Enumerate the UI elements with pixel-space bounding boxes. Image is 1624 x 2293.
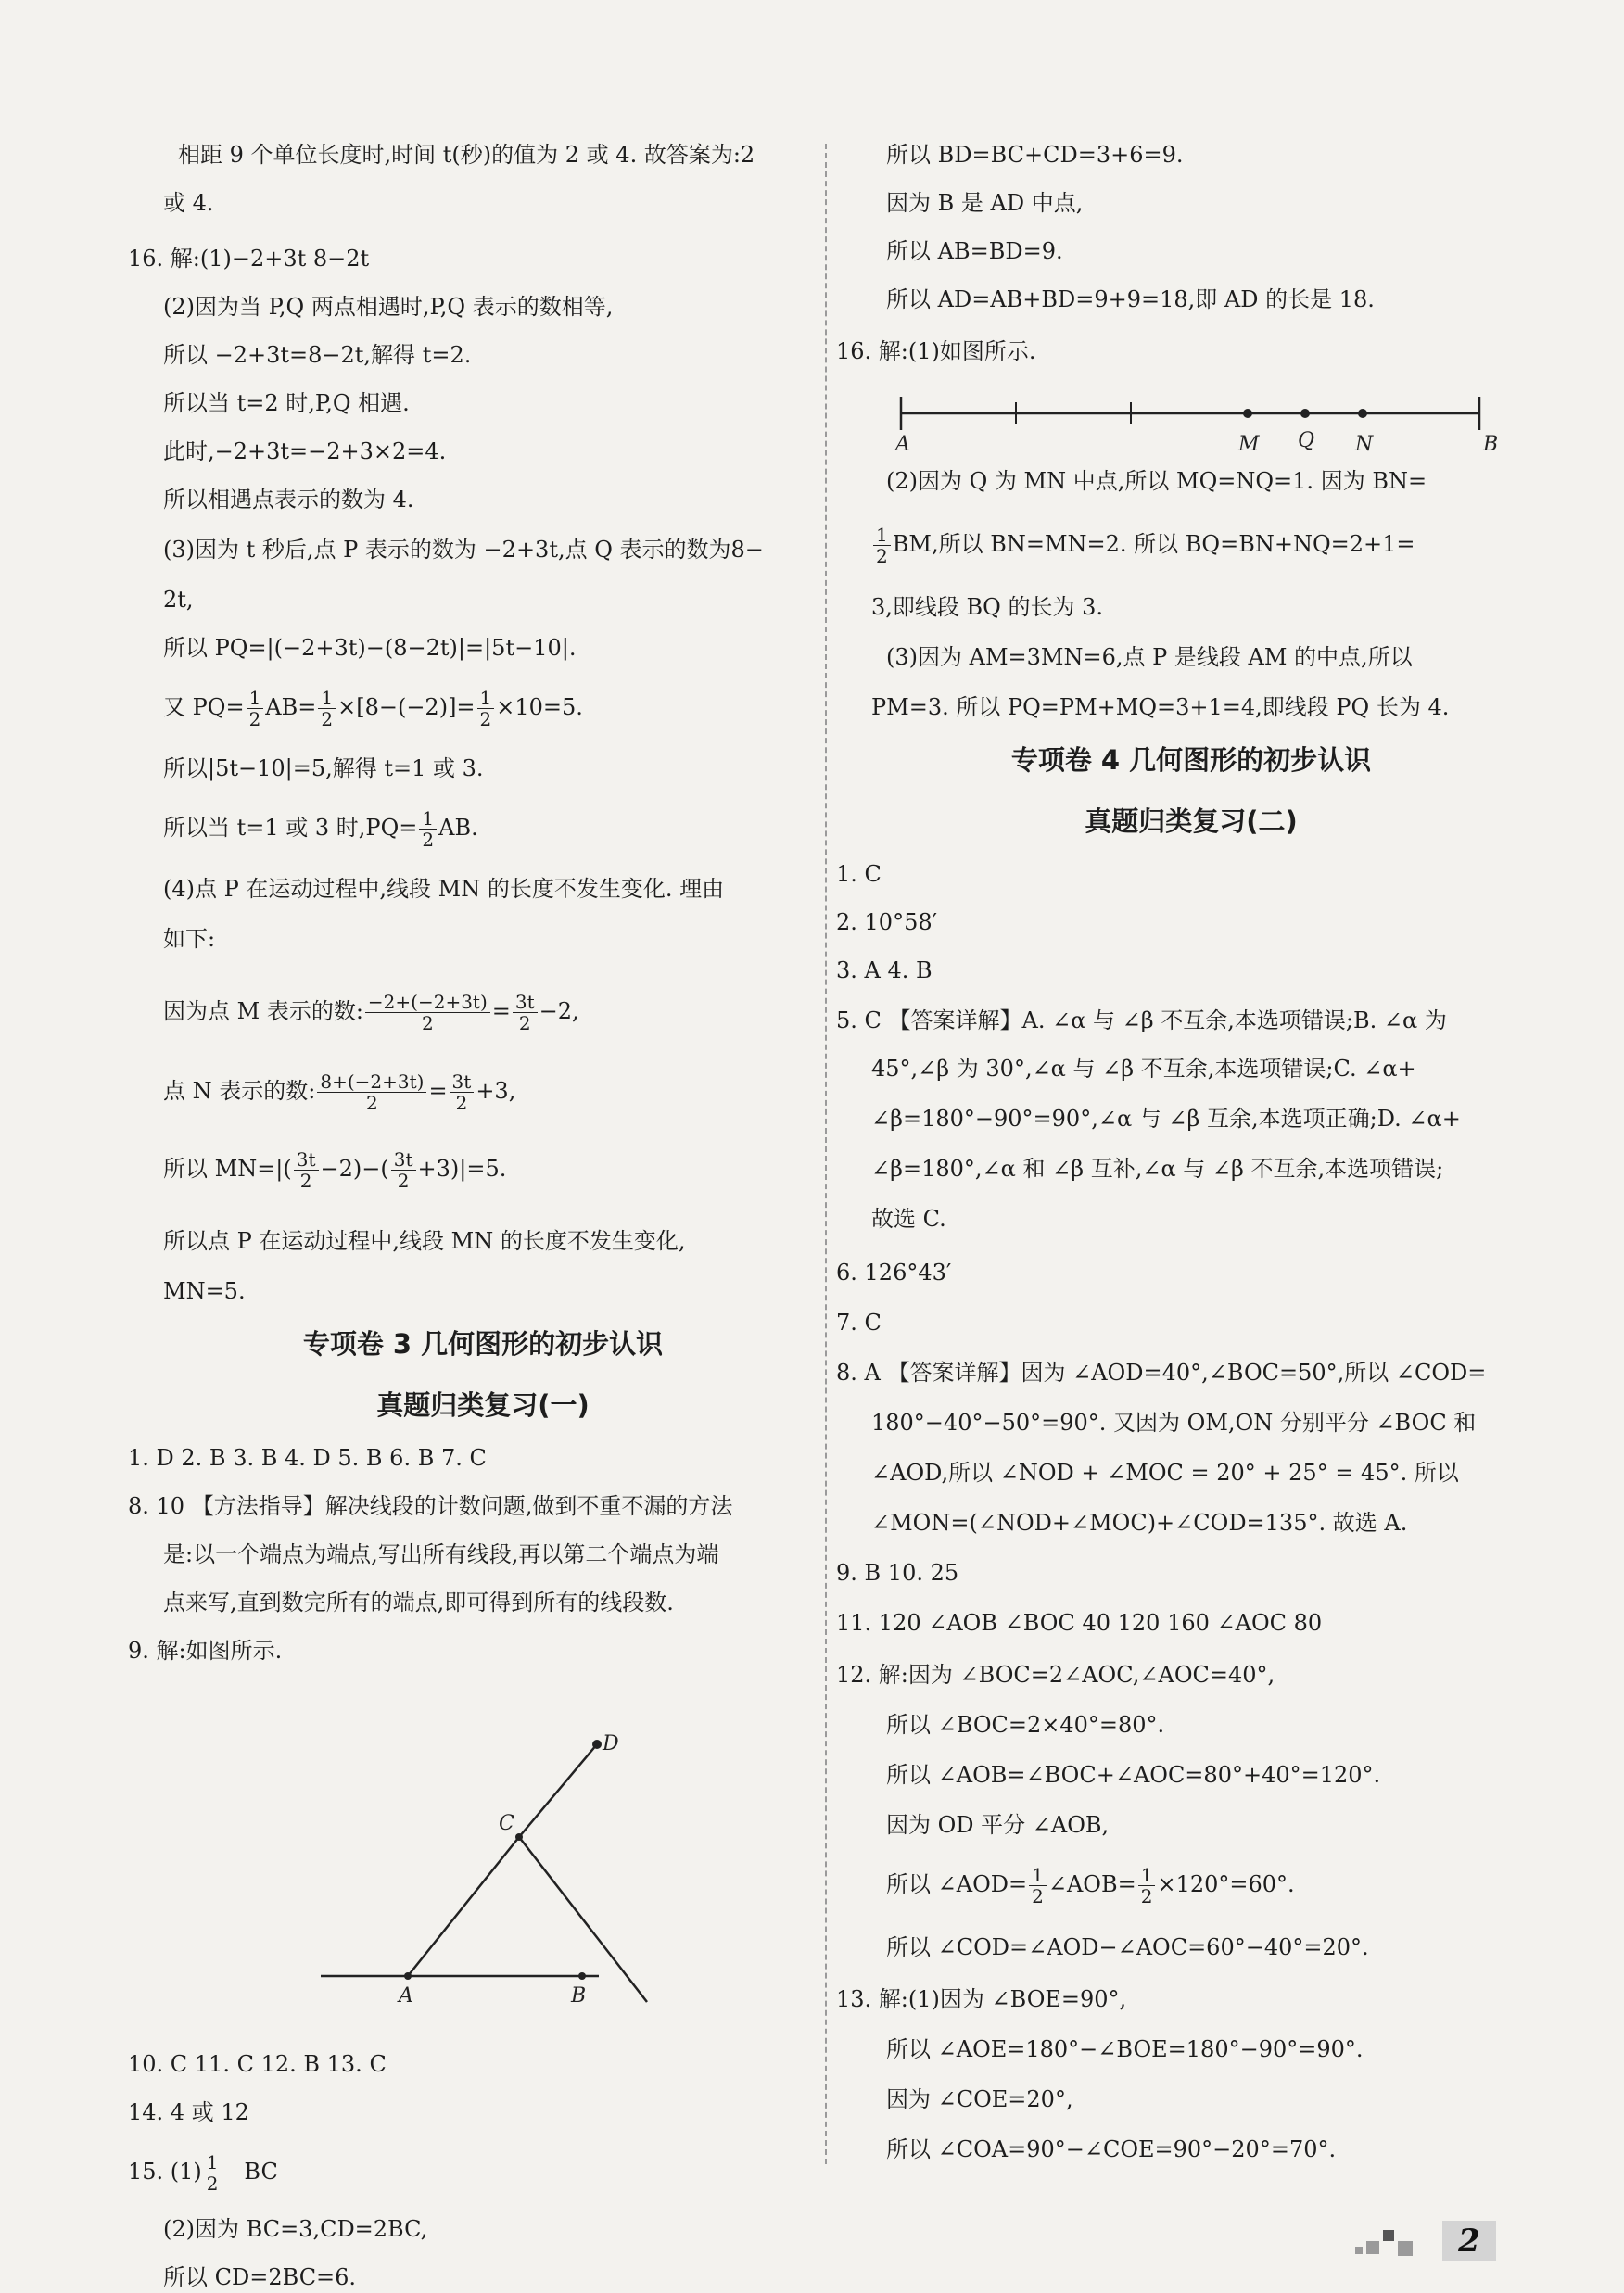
- text-line: (3)因为 AM=3MN=6,点 P 是线段 AM 的中点,所以: [886, 644, 1413, 670]
- label-m: M: [1238, 433, 1260, 456]
- text: 点 N 表示的数:: [163, 1078, 316, 1104]
- fraction: [477, 688, 495, 729]
- label-b: B: [571, 1984, 587, 2008]
- point-d: [592, 1740, 602, 1749]
- text: 因为点 M 表示的数:: [163, 998, 363, 1024]
- fraction-denominator: 2: [876, 545, 888, 567]
- text-line: (2)因为当 P,Q 两点相遇时,P,Q 表示的数相等,: [163, 294, 614, 320]
- text-line: 所以点 P 在运动过程中,线段 MN 的长度不发生变化,: [163, 1228, 686, 1254]
- text-line: [163, 808, 803, 850]
- section-heading: 专项卷 3 几何图形的初步认识: [302, 1328, 664, 1360]
- answer-line: 13. 解:(1)因为 ∠BOE=90°,: [836, 1986, 1127, 2012]
- footer-square: [1366, 2241, 1379, 2254]
- column-divider: [825, 144, 827, 2164]
- answer-line: 16. 解:(1)如图所示.: [836, 338, 1036, 364]
- text: ×[8−(−2)]=: [337, 694, 476, 720]
- fraction: [1138, 1865, 1156, 1907]
- text-line: [163, 992, 803, 1033]
- text-line: 故选 C.: [871, 1206, 946, 1232]
- fraction-numerator: 1: [247, 688, 264, 709]
- fraction: [1029, 1865, 1047, 1907]
- answer-line: 6. 126°43′: [836, 1260, 952, 1286]
- answer-line: 5. C 【答案详解】A. ∠α 与 ∠β 不互余,本选项错误;B. ∠α 为: [836, 1007, 1447, 1033]
- fraction-numerator: 3t: [391, 1149, 416, 1171]
- text: =: [428, 1078, 448, 1104]
- answer-line: 10. C 11. C 12. B 13. C: [128, 2051, 387, 2077]
- fraction-numerator: 1: [419, 808, 437, 830]
- text: −2,: [539, 998, 579, 1024]
- fraction-numerator: 3t: [513, 992, 538, 1013]
- text: 所以 ∠AOD=: [886, 1871, 1028, 1897]
- point-c: [515, 1833, 523, 1841]
- text-line: 2t,: [163, 587, 194, 613]
- footer-dot: [1355, 2247, 1363, 2254]
- text-line: 所以相遇点表示的数为 4.: [163, 487, 414, 513]
- number-line-figure-16: [871, 382, 1511, 456]
- fraction-numerator: 1: [477, 688, 495, 709]
- text-line: 或 4.: [163, 190, 214, 216]
- text-line: 因为 B 是 AD 中点,: [886, 190, 1084, 216]
- text-line: 45°,∠β 为 30°,∠α 与 ∠β 不互余,本选项错误;C. ∠α+: [871, 1056, 1416, 1082]
- fraction-denominator: 2: [1032, 1885, 1044, 1907]
- text: 15. (1): [128, 2159, 202, 2185]
- text-line: [163, 1071, 803, 1113]
- fraction: [365, 992, 490, 1033]
- text-line: (3)因为 t 秒后,点 P 表示的数为 −2+3t,点 Q 表示的数为8−: [163, 537, 764, 563]
- text-line: 所以 PQ=|(−2+3t)−(8−2t)|=|5t−10|.: [163, 635, 577, 661]
- text-line: 因为 ∠COE=20°,: [886, 2086, 1073, 2112]
- text-line: 此时,−2+3t=−2+3×2=4.: [163, 438, 447, 464]
- fraction-numerator: 3t: [294, 1149, 319, 1171]
- text-line: ∠β=180°−90°=90°,∠α 与 ∠β 互余,本选项正确;D. ∠α+: [871, 1106, 1461, 1132]
- text-line: [871, 525, 1511, 566]
- text-line: 180°−40°−50°=90°. 又因为 OM,ON 分别平分 ∠BOC 和: [871, 1410, 1477, 1436]
- section-subheading: 真题归类复习(二): [1085, 805, 1298, 837]
- text: AB.: [438, 815, 478, 841]
- text-line: ∠AOD,所以 ∠NOD + ∠MOC = 20° + 25° = 45°. 所以: [871, 1460, 1459, 1486]
- segment-cd: [519, 1744, 597, 1837]
- fraction-denominator: 2: [248, 708, 261, 730]
- text: 又 PQ=: [163, 694, 245, 720]
- text: ×10=5.: [496, 694, 583, 720]
- fraction-denominator: 2: [518, 1012, 531, 1034]
- geometry-figure-9: [321, 1678, 821, 2048]
- text-line: 相距 9 个单位长度时,时间 t(秒)的值为 2 或 4. 故答案为:2: [178, 142, 755, 168]
- fraction-denominator: 2: [397, 1170, 410, 1192]
- text: −2)−(: [320, 1156, 389, 1182]
- fraction: [513, 992, 538, 1033]
- fraction-numerator: −2+(−2+3t): [365, 992, 490, 1013]
- text-line: 所以 ∠BOC=2×40°=80°.: [886, 1712, 1165, 1738]
- text: ×120°=60°.: [1157, 1871, 1295, 1897]
- answer-line: 1. C: [836, 861, 882, 887]
- label-c: C: [499, 1812, 514, 1835]
- point-q: [1300, 409, 1310, 418]
- answer-line: 8. 10 【方法指导】解决线段的计数问题,做到不重不漏的方法: [128, 1493, 733, 1519]
- fraction: [391, 1149, 416, 1191]
- answer-line: 1. D 2. B 3. B 4. D 5. B 6. B 7. C: [128, 1445, 487, 1471]
- answer-line: 9. B 10. 25: [836, 1560, 959, 1586]
- footer-square: [1383, 2230, 1394, 2241]
- fraction-numerator: 1: [1029, 1865, 1047, 1886]
- text: BC: [244, 2159, 278, 2185]
- fraction-numerator: 1: [1138, 1865, 1156, 1886]
- text-line: 所以 BD=BC+CD=3+6=9.: [886, 142, 1184, 168]
- fraction-denominator: 2: [1140, 1885, 1153, 1907]
- text: =: [491, 998, 511, 1024]
- text-line: 所以当 t=2 时,P,Q 相遇.: [163, 390, 410, 416]
- label-n: N: [1355, 433, 1374, 456]
- text-line: 16. 解:(1)−2+3t 8−2t: [128, 246, 370, 272]
- text-line: (2)因为 Q 为 MN 中点,所以 MQ=NQ=1. 因为 BN=: [886, 468, 1427, 494]
- fraction-numerator: 8+(−2+3t): [317, 1071, 426, 1093]
- text-line: (2)因为 BC=3,CD=2BC,: [163, 2216, 428, 2242]
- section-heading: 专项卷 4 几何图形的初步认识: [1010, 744, 1372, 776]
- fraction-numerator: 1: [318, 688, 336, 709]
- label-q: Q: [1298, 429, 1315, 452]
- text: +3,: [476, 1078, 516, 1104]
- fraction: [294, 1149, 319, 1191]
- page-number: 2: [1442, 2221, 1496, 2261]
- fraction-numerator: 1: [873, 525, 891, 546]
- label-b: B: [1483, 433, 1499, 456]
- answer-line: 12. 解:因为 ∠BOC=2∠AOC,∠AOC=40°,: [836, 1662, 1275, 1688]
- text-line: 所以 ∠COD=∠AOD−∠AOC=60°−40°=20°.: [886, 1934, 1369, 1960]
- text: 所以当 t=1 或 3 时,PQ=: [163, 815, 418, 841]
- answer-line: 14. 4 或 12: [128, 2099, 249, 2125]
- text-line: 所以 ∠AOB=∠BOC+∠AOC=80°+40°=120°.: [886, 1762, 1381, 1788]
- text: BM,所以 BN=MN=2. 所以 BQ=BN+NQ=2+1=: [892, 531, 1415, 557]
- text-line: 因为 OD 平分 ∠AOB,: [886, 1812, 1110, 1838]
- fraction-denominator: 2: [422, 829, 435, 851]
- text-line: 所以 ∠COA=90°−∠COE=90°−20°=70°.: [886, 2136, 1337, 2162]
- label-d: D: [603, 1732, 619, 1755]
- text-line: [163, 1149, 803, 1191]
- answer-line: [128, 2152, 803, 2194]
- answer-line: 3. A 4. B: [836, 957, 933, 983]
- text-line: ∠MON=(∠NOD+∠MOC)+∠COD=135°. 故选 A.: [871, 1510, 1408, 1536]
- fraction-denominator: 2: [366, 1092, 378, 1114]
- section-subheading: 真题归类复习(一): [376, 1389, 590, 1421]
- fraction: [317, 1071, 426, 1113]
- text: ∠AOB=: [1047, 1871, 1136, 1897]
- label-a: A: [895, 433, 910, 456]
- answer-line: 2. 10°58′: [836, 909, 938, 935]
- fraction-numerator: 1: [204, 2152, 222, 2173]
- text-line: 3,即线段 BQ 的长为 3.: [871, 594, 1103, 620]
- fraction-denominator: 2: [421, 1012, 434, 1034]
- text: +3)|=5.: [417, 1156, 507, 1182]
- answer-line: 9. 解:如图所示.: [128, 1638, 283, 1664]
- text-line: (4)点 P 在运动过程中,线段 MN 的长度不发生变化. 理由: [163, 876, 725, 902]
- point-m: [1243, 409, 1252, 418]
- point-n: [1358, 409, 1367, 418]
- fraction-numerator: 3t: [450, 1071, 475, 1093]
- footer-square: [1398, 2241, 1413, 2256]
- text-line: 所以|5t−10|=5,解得 t=1 或 3.: [163, 755, 484, 781]
- fraction: [204, 2152, 222, 2194]
- fraction: [318, 688, 336, 729]
- fraction: [419, 808, 437, 850]
- text-line: ∠β=180°,∠α 和 ∠β 互补,∠α 与 ∠β 不互余,本选项错误;: [871, 1156, 1444, 1182]
- text-line: MN=5.: [163, 1278, 246, 1304]
- fraction: [247, 688, 264, 729]
- text-line: 是:以一个端点为端点,写出所有线段,再以第二个端点为端: [163, 1541, 719, 1567]
- point-b: [578, 1972, 586, 1980]
- text-line: [871, 1865, 1511, 1907]
- text-line: 所以 AD=AB+BD=9+9=18,即 AD 的长是 18.: [886, 286, 1375, 312]
- text: 所以 MN=|(: [163, 1156, 292, 1182]
- fraction: [450, 1071, 475, 1113]
- fraction-denominator: 2: [455, 1092, 468, 1114]
- fraction-denominator: 2: [206, 2173, 219, 2195]
- text-line: 所以 CD=2BC=6.: [163, 2264, 357, 2290]
- text-line: 点来写,直到数完所有的端点,即可得到所有的线段数.: [163, 1590, 674, 1615]
- answer-line: 11. 120 ∠AOB ∠BOC 40 120 160 ∠AOC 80: [836, 1610, 1323, 1636]
- segment-ac: [408, 1837, 519, 1976]
- text: AB=: [265, 694, 317, 720]
- label-a: A: [399, 1984, 413, 2008]
- text-line: PM=3. 所以 PQ=PM+MQ=3+1=4,即线段 PQ 长为 4.: [871, 694, 1450, 720]
- fraction-denominator: 2: [321, 708, 334, 730]
- fraction-denominator: 2: [479, 708, 492, 730]
- answer-line: 7. C: [836, 1310, 882, 1336]
- point-a: [404, 1972, 412, 1980]
- text-line: 所以 −2+3t=8−2t,解得 t=2.: [163, 342, 472, 368]
- text-line: 所以 ∠AOE=180°−∠BOE=180°−90°=90°.: [886, 2036, 1364, 2062]
- fraction-denominator: 2: [299, 1170, 312, 1192]
- fraction: [873, 525, 891, 566]
- answer-line: 8. A 【答案详解】因为 ∠AOD=40°,∠BOC=50°,所以 ∠COD=: [836, 1360, 1487, 1386]
- text-line: [163, 688, 803, 729]
- text-line: 所以 AB=BD=9.: [886, 238, 1063, 264]
- text-line: 如下:: [163, 926, 216, 952]
